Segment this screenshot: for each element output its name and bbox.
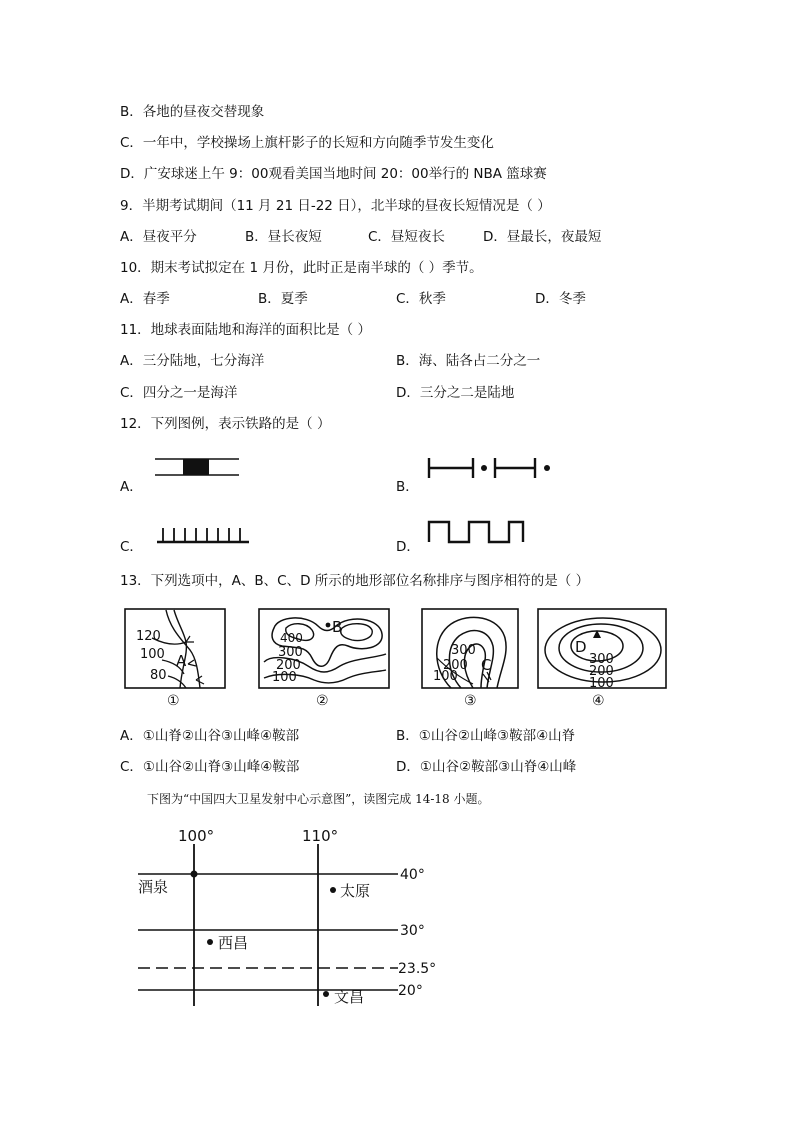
site-label-taiyuan: 太原 xyxy=(340,882,371,900)
contour-map-1-caption: ① xyxy=(167,693,180,709)
site-marker-xichang xyxy=(207,939,213,945)
q12-option-c-label: C． xyxy=(120,539,143,555)
contour-4-label-100: 100 xyxy=(589,676,614,690)
contour-3-label-200: 200 xyxy=(443,658,468,673)
contour-map-3-caption: ③ xyxy=(464,693,477,709)
q8-option-d: D．广安球迷上午 9：00观看美国当地时间 20：00举行的 NBA 篮球赛 xyxy=(120,166,547,182)
q10-option-d: D．冬季 xyxy=(535,291,586,307)
q9-stem: 9．半期考试期间（11 月 21 日-22 日），北半球的昼夜长短情况是（ ） xyxy=(120,198,551,214)
boundary-legend-symbol xyxy=(425,456,555,482)
site-marker-taiyuan xyxy=(330,887,336,893)
q11-option-c: C．四分之一是海洋 xyxy=(120,385,238,401)
contour-1-label-100: 100 xyxy=(140,647,165,662)
site-marker-jiuquan xyxy=(191,871,198,878)
site-label-jiuquan: 酒泉 xyxy=(138,878,169,896)
longitude-label-100: 100° xyxy=(178,827,215,845)
latitude-label-23-5: 23.5° xyxy=(398,961,437,977)
q13-option-a: A．①山脊②山谷③山峰④鞍部 xyxy=(120,728,300,744)
contour-4-label-300: 300 xyxy=(589,652,614,667)
q11-stem: 11．地球表面陆地和海洋的面积比是（ ） xyxy=(120,322,371,338)
q11-option-a: A．三分陆地，七分海洋 xyxy=(120,353,265,369)
contour-1-point-label: A xyxy=(176,652,187,670)
q9-option-a: A．昼夜平分 xyxy=(120,229,197,245)
contour-2-label-100: 100 xyxy=(272,670,297,685)
q10-option-a: A．春季 xyxy=(120,291,170,307)
latitude-label-20: 20° xyxy=(398,983,423,999)
map-intro-text: 下图为“中国四大卫星发射中心示意图”，读图完成 14-18 小题。 xyxy=(147,792,490,806)
q10-option-b: B．夏季 xyxy=(258,291,308,307)
contour-map-1 xyxy=(124,608,226,690)
latitude-label-30: 30° xyxy=(400,923,425,939)
q10-option-c: C．秋季 xyxy=(396,291,446,307)
contour-map-2-caption: ② xyxy=(316,693,329,709)
contour-2-label-200: 200 xyxy=(276,658,301,673)
q12-option-a-label: A． xyxy=(120,479,143,495)
q9-option-c: C．昼短夜长 xyxy=(368,229,445,245)
contour-2-label-400: 400 xyxy=(280,631,303,645)
q12-option-b-label: B． xyxy=(396,479,419,495)
contour-map-3 xyxy=(421,608,519,690)
contour-map-4 xyxy=(537,608,667,690)
q12-option-d-label: D． xyxy=(396,539,420,555)
q13-option-d: D．①山谷②鞍部③山脊④山峰 xyxy=(396,759,577,775)
contour-4-label-200: 200 xyxy=(589,664,614,679)
contour-2-label-300: 300 xyxy=(278,645,303,660)
contour-map-2 xyxy=(258,608,390,690)
launch-center-map xyxy=(130,826,450,1016)
highway-legend-symbol xyxy=(155,456,241,480)
contour-3-label-300: 300 xyxy=(451,643,476,658)
q9-option-b: B．昼长夜短 xyxy=(245,229,322,245)
contour-1-label-120: 120 xyxy=(136,629,161,644)
q10-stem: 10．期末考试拟定在 1 月份，此时正是南半球的（ ）季节。 xyxy=(120,260,483,276)
q8-option-b: B．各地的昼夜交替现象 xyxy=(120,104,265,120)
contour-3-point-label: C xyxy=(481,656,492,674)
contour-2-point-label: B xyxy=(332,618,343,636)
longitude-label-110: 110° xyxy=(302,827,339,845)
latitude-label-40: 40° xyxy=(400,867,425,883)
cliff-legend-symbol xyxy=(155,524,251,546)
site-label-wenchang: 文昌 xyxy=(334,988,365,1006)
q13-stem: 13．下列选项中，A、B、C、D 所示的地形部位名称排序与图序相符的是（ ） xyxy=(120,573,590,589)
q12-stem: 12．下列图例，表示铁路的是（ ） xyxy=(120,416,331,432)
railway-legend-symbol xyxy=(427,518,527,544)
q13-option-c: C．①山谷②山脊③山峰④鞍部 xyxy=(120,759,300,775)
q11-option-d: D．三分之二是陆地 xyxy=(396,385,515,401)
q9-option-d: D．昼最长，夜最短 xyxy=(483,229,602,245)
contour-4-point-label: D xyxy=(575,638,587,656)
site-label-xichang: 西昌 xyxy=(218,934,249,952)
contour-map-4-caption: ④ xyxy=(592,693,605,709)
q8-option-c: C．一年中，学校操场上旗杆影子的长短和方向随季节发生变化 xyxy=(120,135,494,151)
q13-option-b: B．①山谷②山峰③鞍部④山脊 xyxy=(396,728,576,744)
site-marker-wenchang xyxy=(323,991,329,997)
contour-1-label-80: 80 xyxy=(150,668,167,683)
contour-3-label-100: 100 xyxy=(433,669,458,684)
q11-option-b: B．海、陆各占二分之一 xyxy=(396,353,541,369)
